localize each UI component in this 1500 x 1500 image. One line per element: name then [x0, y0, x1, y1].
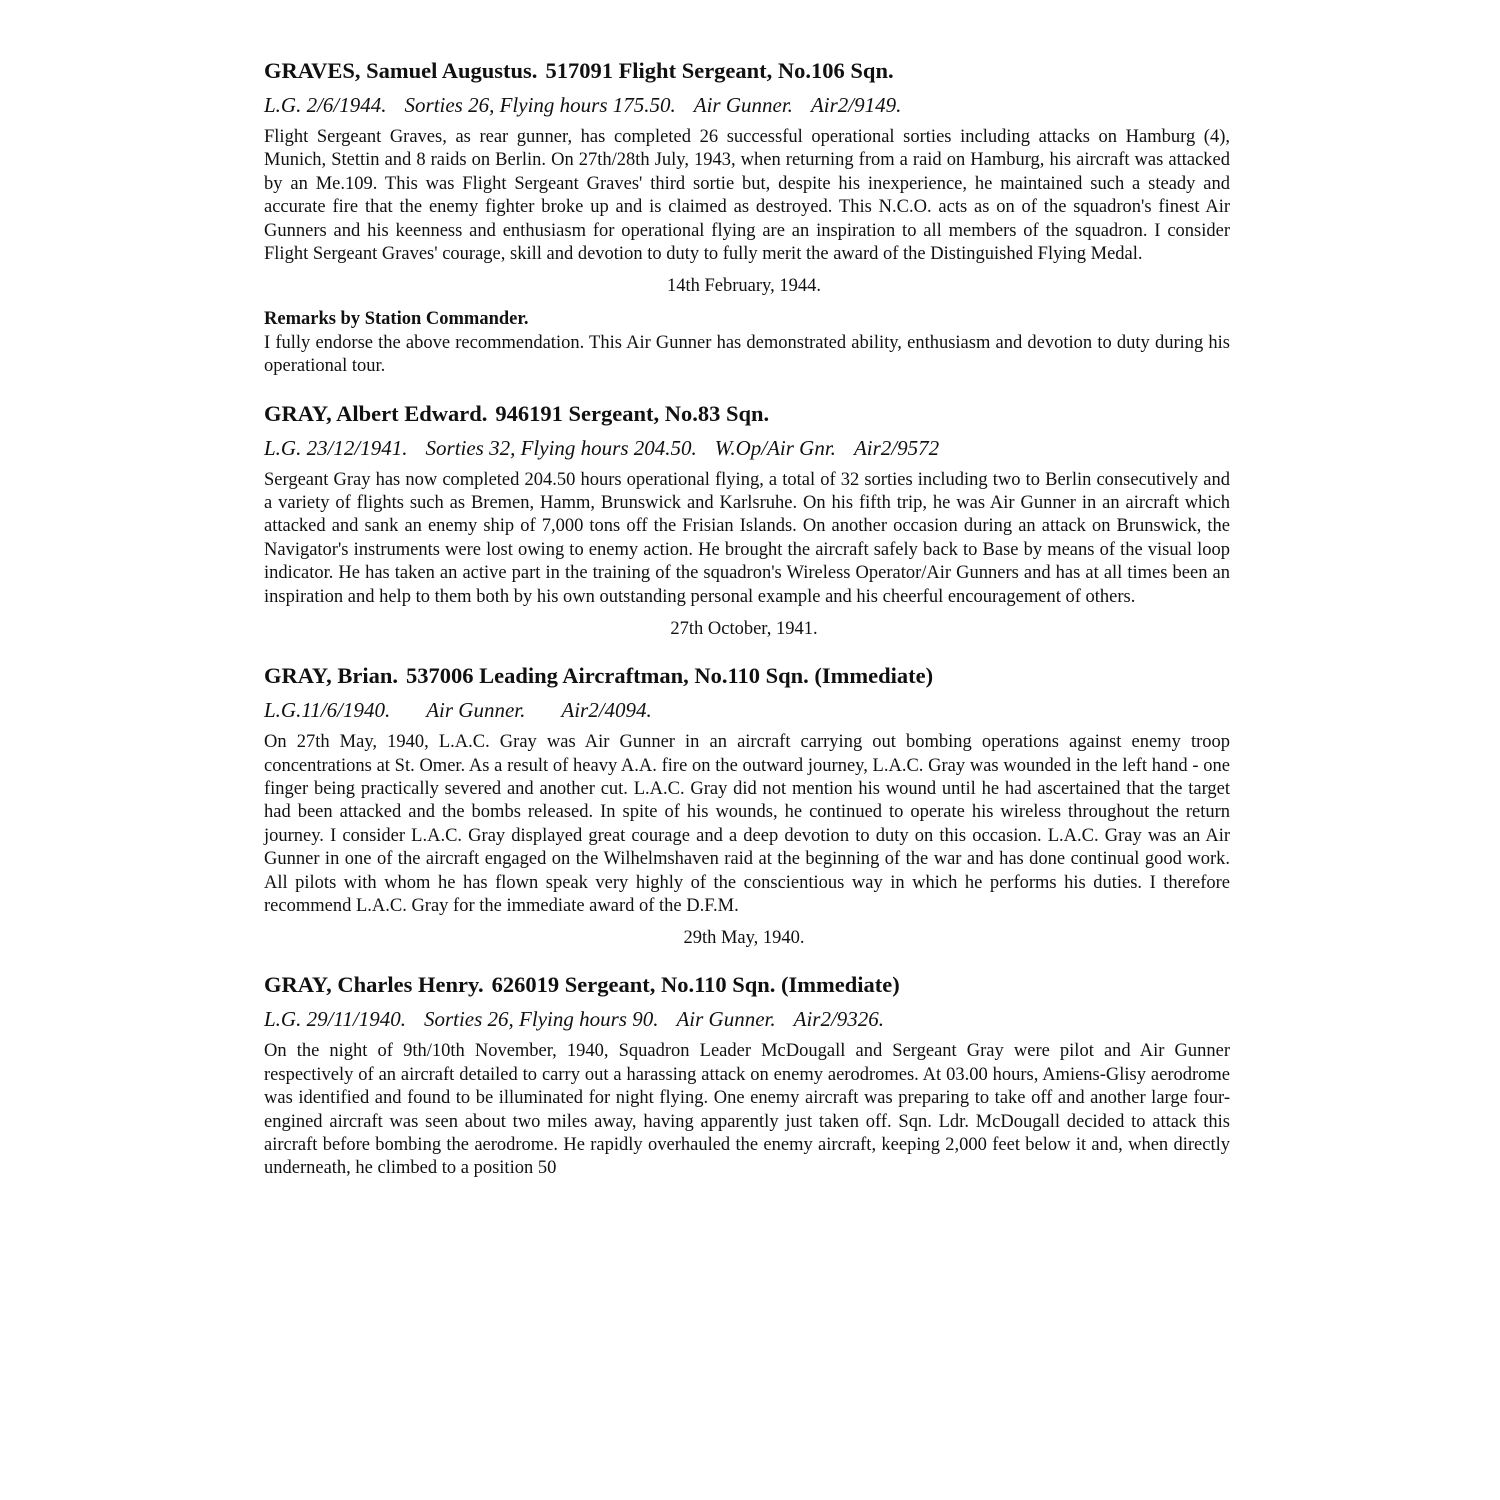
citation-text: Sergeant Gray has now completed 204.50 hours operational flying, a total of 32 sorties including two to Berlin consecutively and a variety of flights such as Bremen, Hamm, Brunswick and Karlsruhe. On his fifth trip, he was Air Gunner in an aircraft which attacked and sank an enemy ship of 7,000 tons off the Frisian Islands. On another occasion during an attack on Brunswick, the Navigator's instruments were lost owing to enemy action. He brought the aircraft safely back to Base by means of the visual loop indicator. He has taken an active part in the training of the squadron's Wireless Operator/Air Gunners and has at all times been an inspiration and help to them both by his own outstanding personal example and his cheerful encouragement of others. [264, 469, 1230, 607]
gazette-ref: L.G.11/6/1940. [264, 698, 391, 723]
role: Air Gunner. [693, 93, 793, 117]
entry-rank: 946191 Sergeant, No.83 Sqn. [495, 400, 770, 426]
entry-heading [264, 970, 1230, 1000]
entry-subline [264, 695, 1230, 725]
entry-gray-albert [258, 399, 1230, 641]
entry-heading [264, 399, 1230, 429]
gazette-ref: L.G. 29/11/1940. [264, 1007, 406, 1032]
entry-rank: 537006 Leading Aircraftman, No.110 Sqn. (Immediate) [406, 663, 934, 689]
sorties-info: Sorties 26, Flying hours 90. [423, 1007, 659, 1032]
entry-name: GRAY, Charles Henry. [264, 972, 484, 998]
remarks-title: Remarks by Station Commander. [264, 309, 529, 330]
citation-date: 27th October, 1941. [670, 619, 818, 640]
entry-subline [264, 90, 1230, 120]
role: Air Gunner. [426, 698, 526, 723]
entry-rank: 517091 Flight Sergeant, No.106 Sqn. [545, 58, 894, 83]
entry-heading [264, 56, 1230, 86]
citation-text: On 27th May, 1940, L.A.C. Gray was Air Gunner in an aircraft carrying out bombing operations against enemy troop concentrations at St. Omer. As a result of heavy A.A. fire on the outward journey, L.A.C. Gray was wounded in the left hand - one finger being practically severed and another cut. L.A.C. Gray did not mention his wound until he had ascertained that the target had been attacked and the bombs released. In spite of his wounds, he continued to operate his wireless throughout the return journey. I consider L.A.C. Gray displayed great courage and a deep devotion to duty on this occasion. L.A.C. Gray was an Air Gunner in one of the aircraft engaged on the Wilhelmshaven raid at the beginning of the war and has done continual good work. All pilots with whom he has flown speak very highly of the conscientious way in which he performs his duties. I therefore recommend L.A.C. Gray for the immediate award of the D.F.M. [264, 732, 1230, 916]
entry-gray-brian [258, 661, 1230, 950]
citation-date: 14th February, 1944. [667, 276, 821, 297]
entry-name: GRAVES, Samuel Augustus. [264, 58, 538, 83]
sorties-info: Sorties 26, Flying hours 175.50. [404, 93, 676, 117]
entry-heading [264, 661, 1230, 691]
entry-name: GRAY, Albert Edward. [264, 400, 488, 426]
remarks-text: I fully endorse the above recommendation. This Air Gunner has demonstrated ability, enthusiasm and devotion to duty during his operational tour. [264, 332, 1230, 377]
entry-rank: 626019 Sergeant, No.110 Sqn. (Immediate) [491, 972, 900, 998]
citation-text: On the night of 9th/10th November, 1940, Squadron Leader McDougall and Sergeant Gray were pilot and Air Gunner respectively of an aircraft detailed to carry out a harassing attack on enemy aerodromes. At 03.00 hours, Amiens-Glisy aerodrome was identified and found to be illuminated for night flying. One enemy aircraft was preparing to take off and another large four-engined aircraft was seen about two miles away, having apparently just taken off. Sqn. Ldr. McDougall decided to attack this aircraft before bombing the aerodrome. He rapidly overhauled the enemy aircraft, keeping 2,000 feet below it and, when directly underneath, he climbed to a position 50 [264, 1041, 1230, 1179]
role: Air Gunner. [676, 1007, 776, 1032]
entry-subline [264, 433, 1230, 463]
archive-ref: Air2/9326. [793, 1007, 885, 1032]
role: W.Op/Air Gnr. [714, 435, 836, 460]
sorties-info: Sorties 32, Flying hours 204.50. [425, 435, 697, 460]
citation-text: Flight Sergeant Graves, as rear gunner, has completed 26 successful operational sorties including attacks on Hamburg (4), Munich, Stettin and 8 raids on Berlin. On 27th/28th July, 1943, when returning from a raid on Hamburg, his aircraft was attacked by an Me.109. This was Flight Sergeant Graves' third sortie but, despite his inexperience, he maintained such a steady and accurate fire that the enemy fighter broke up and is claimed as destroyed. This N.C.O. acts as on of the squadron's finest Air Gunners and his keenness and enthusiasm for operational flying are an inspiration to all members of the squadron. I consider Flight Sergeant Graves' courage, skill and devotion to duty to fully merit the award of the Distinguished Flying Medal. [264, 127, 1230, 265]
entry-name: GRAY, Brian. [264, 663, 399, 689]
document-page [258, 56, 1230, 1181]
archive-ref: Air2/4094. [561, 698, 652, 723]
archive-ref: Air2/9572 [853, 435, 940, 460]
entry-graves [258, 56, 1230, 379]
gazette-ref: L.G. 23/12/1941. [264, 435, 408, 460]
entry-gray-charles [258, 970, 1230, 1180]
entry-subline [264, 1004, 1230, 1034]
archive-ref: Air2/9149. [810, 93, 902, 117]
gazette-ref: L.G. 2/6/1944. [264, 93, 387, 117]
citation-date: 29th May, 1940. [683, 928, 805, 949]
